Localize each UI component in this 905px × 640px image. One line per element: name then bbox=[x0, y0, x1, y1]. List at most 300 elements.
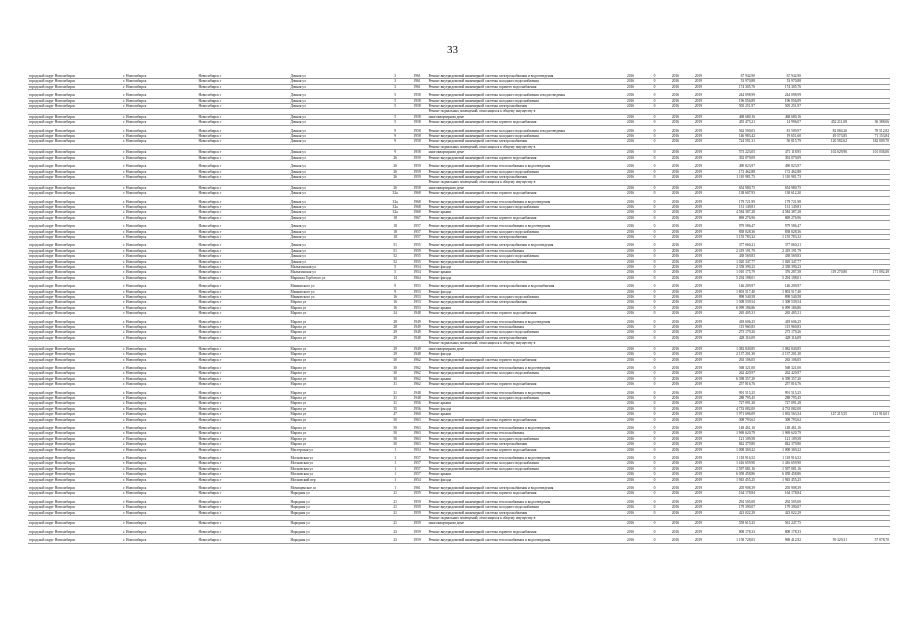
cell-house: 9 bbox=[384, 134, 407, 139]
cell-locality: Новосибирск г bbox=[197, 311, 289, 316]
cell-year: 1954 bbox=[407, 447, 428, 452]
cell-city: г. Новосибирск bbox=[122, 335, 197, 340]
cell-plan-year: 2016 bbox=[616, 395, 645, 400]
cell-locality: Новосибирск г bbox=[197, 248, 289, 253]
cell-plan-year: 2016 bbox=[616, 521, 645, 526]
cell-start-year: 2016 bbox=[664, 491, 687, 496]
cell-start-year: 2016 bbox=[664, 204, 687, 209]
cell-end-year: 2019 bbox=[687, 104, 710, 109]
cell-work-type: Ремонт крыши bbox=[428, 376, 616, 381]
cell-house: 18 bbox=[384, 224, 407, 229]
cell-street: Маяковского ул bbox=[290, 289, 384, 294]
cell-end-year: 2019 bbox=[687, 466, 710, 471]
cell-plan-year: 2016 bbox=[616, 155, 645, 160]
cell-house: 5 bbox=[384, 120, 407, 125]
cell-house: 18 bbox=[384, 229, 407, 234]
cell-city: г. Новосибирск bbox=[122, 139, 197, 144]
cell-work-type: многоквартирном доме bbox=[428, 521, 616, 526]
cell-year: 1959 bbox=[407, 510, 428, 515]
cell-city: г. Новосибирск bbox=[122, 270, 197, 275]
cell-start-year: 2016 bbox=[664, 406, 687, 411]
cell-year: 1959 bbox=[407, 500, 428, 505]
cell-year: 1958 bbox=[407, 93, 428, 98]
cell-plan-year: 2016 bbox=[616, 371, 645, 376]
cell-work-type: Ремонт внутридомовой инженерной системы теплоснабжения и водоотведения bbox=[428, 426, 616, 431]
cell-house: 31 bbox=[384, 395, 407, 400]
cell-fund-cost: 67 942,90 bbox=[756, 74, 802, 79]
cell-total-cost: 244 098,99 bbox=[710, 93, 756, 98]
cell-locality: Новосибирск г bbox=[197, 139, 289, 144]
cell-locality: Новосибирск г bbox=[197, 169, 289, 174]
cell-end-year: 2019 bbox=[687, 295, 710, 300]
cell-end-year: 2019 bbox=[687, 530, 710, 535]
capital-repair-table-container bbox=[28, 74, 890, 622]
cell-start-year: 2016 bbox=[664, 74, 687, 79]
cell-end-year: 2019 bbox=[687, 254, 710, 259]
cell-street: Дачная ул bbox=[290, 93, 384, 98]
cell-house: 26 bbox=[384, 185, 407, 190]
cell-total-cost: 308 793,62 bbox=[710, 417, 756, 422]
cell-house: 24 bbox=[384, 311, 407, 316]
cell-locality: Новосибирск г bbox=[197, 456, 289, 461]
cell-city: г. Новосибирск bbox=[122, 98, 197, 103]
cell-total-cost: 654 980,75 bbox=[710, 185, 756, 190]
cell-street: Дачная ул bbox=[290, 229, 384, 234]
cell-fund-cost: 1 155 783,32 bbox=[756, 234, 802, 239]
cell-municipality: городской округ Новосибирск bbox=[28, 371, 122, 376]
cell-city: г. Новосибирск bbox=[122, 466, 197, 471]
cell-house: 21 bbox=[384, 521, 407, 526]
cell-end-year: 2019 bbox=[687, 320, 710, 325]
cell-extra-cost-b: 71 153,84 bbox=[848, 134, 890, 139]
cell-plan-year: 2016 bbox=[616, 486, 645, 491]
cell-end-year: 2019 bbox=[687, 300, 710, 305]
cell-work-type: Ремонт внутридомовой инженерной системы теплоснабжения и водоотведения bbox=[428, 200, 616, 205]
cell-city: г. Новосибирск bbox=[122, 442, 197, 447]
cell-start-year: 2016 bbox=[664, 270, 687, 275]
cell-municipality: городской округ Новосибирск bbox=[28, 357, 122, 362]
cell-street: Марата ул bbox=[290, 305, 384, 310]
cell-municipality: городской округ Новосибирск bbox=[28, 229, 122, 234]
cell-locality: Новосибирск г bbox=[197, 510, 289, 515]
cell-city: г. Новосибирск bbox=[122, 114, 197, 119]
cell-locality: Новосибирск г bbox=[197, 254, 289, 259]
cell-house: 26 bbox=[384, 155, 407, 160]
cell-city: г. Новосибирск bbox=[122, 191, 197, 196]
cell-locality: Новосибирск г bbox=[197, 352, 289, 357]
cell-total-cost: 265 405,31 bbox=[710, 311, 756, 316]
cell-fund-cost: 19 651,60 bbox=[756, 134, 802, 139]
cell-end-year: 2019 bbox=[687, 376, 710, 381]
cell-municipality: городской округ Новосибирск bbox=[28, 254, 122, 259]
cell-street: Дачная ул bbox=[290, 129, 384, 134]
cell-total-cost: 727 091,28 bbox=[710, 401, 756, 406]
cell-work-type: Ремонт внутридомовой инженерной системы холодного водоснабжения bbox=[428, 395, 616, 400]
cell-flag: 0 bbox=[645, 204, 664, 209]
cell-total-cost: 568 321,00 bbox=[710, 366, 756, 371]
cell-house: 16 bbox=[384, 305, 407, 310]
cell-locality: Новосибирск г bbox=[197, 295, 289, 300]
cell-house: 23 bbox=[384, 530, 407, 535]
cell-year: 1963 bbox=[407, 436, 428, 441]
cell-locality: Новосибирск г bbox=[197, 325, 289, 330]
cell-total-cost: 490 823,97 bbox=[710, 164, 756, 169]
cell-total-cost: 5 294 198,01 bbox=[710, 275, 756, 280]
cell-start-year: 2016 bbox=[664, 191, 687, 196]
cell-work-type: Ремонт фасада bbox=[428, 352, 616, 357]
cell-total-cost: 4 584 387,28 bbox=[710, 210, 756, 215]
cell-street: Марата ул bbox=[290, 335, 384, 340]
cell-plan-year: 2016 bbox=[616, 491, 645, 496]
cell-end-year: 2019 bbox=[687, 139, 710, 144]
cell-start-year: 2016 bbox=[664, 426, 687, 431]
cell-flag: 0 bbox=[645, 472, 664, 477]
cell-street: Московская ул bbox=[290, 461, 384, 466]
cell-fund-cost: 148 461,16 bbox=[756, 426, 802, 431]
cell-street: Дачная ул bbox=[290, 84, 384, 89]
cell-total-cost: 179 721,99 bbox=[710, 200, 756, 205]
cell-municipality: городской округ Новосибирск bbox=[28, 224, 122, 229]
cell-city: г. Новосибирск bbox=[122, 530, 197, 535]
cell-fund-cost: 273 179,26 bbox=[756, 330, 802, 335]
cell-start-year: 2016 bbox=[664, 210, 687, 215]
cell-locality: Новосибирск г bbox=[197, 174, 289, 179]
cell-house: 18 bbox=[384, 234, 407, 239]
cell-work-type: Ремонт внутридомовой инженерной системы теплоснабжения и водоотведения bbox=[428, 224, 616, 229]
cell-fund-cost: 5 294 198,01 bbox=[756, 275, 802, 280]
cell-fund-cost: 471 118,95 bbox=[756, 150, 802, 155]
cell-street: Мочищенское ш bbox=[290, 486, 384, 491]
cell-municipality: городской округ Новосибирск bbox=[28, 412, 122, 417]
cell-municipality: городской округ Новосибирск bbox=[28, 366, 122, 371]
cell-work-type: Ремонт внутридомовой инженерной системы холодного водоснабжения bbox=[428, 204, 616, 209]
cell-flag: 0 bbox=[645, 210, 664, 215]
cell-year: 1959 bbox=[407, 248, 428, 253]
cell-fund-cost: 838 028,36 bbox=[756, 229, 802, 234]
cell-year: 1958 bbox=[407, 150, 428, 155]
cell-work-type: Ремонт внутридомовой инженерной системы электроснабжения bbox=[428, 335, 616, 340]
cell-street: Дачная ул bbox=[290, 150, 384, 155]
cell-locality: Новосибирск г bbox=[197, 391, 289, 396]
cell-house: 1 bbox=[384, 456, 407, 461]
cell-plan-year: 2016 bbox=[616, 93, 645, 98]
cell-fund-cost: 131 149,81 bbox=[756, 204, 802, 209]
cell-flag: 0 bbox=[645, 431, 664, 436]
cell-plan-year: 2016 bbox=[616, 120, 645, 125]
cell-plan-year: 2016 bbox=[616, 74, 645, 79]
cell-fund-cost: 1 416 659,90 bbox=[756, 461, 802, 466]
cell-start-year: 2016 bbox=[664, 215, 687, 220]
cell-locality: Новосибирск г bbox=[197, 530, 289, 535]
cell-work-type: многоквартирном доме bbox=[428, 114, 616, 119]
cell-work-type: многоквартирном доме bbox=[428, 346, 616, 351]
cell-fund-cost: 1 308 539,54 bbox=[756, 300, 802, 305]
cell-municipality: городской округ Новосибирск bbox=[28, 243, 122, 248]
cell-year: 1949 bbox=[407, 346, 428, 351]
cell-locality: Новосибирск г bbox=[197, 461, 289, 466]
cell-start-year: 2016 bbox=[664, 401, 687, 406]
cell-locality: Новосибирск г bbox=[197, 114, 289, 119]
cell-total-cost: 468 680,16 bbox=[710, 114, 756, 119]
cell-start-year: 2016 bbox=[664, 500, 687, 505]
cell-year: 1948 bbox=[407, 352, 428, 357]
cell-flag: 0 bbox=[645, 164, 664, 169]
cell-house: 14 bbox=[384, 275, 407, 280]
cell-flag: 0 bbox=[645, 376, 664, 381]
cell-work-type: Ремонт внутридомовой инженерной системы электроснабжения bbox=[428, 442, 616, 447]
cell-extra-cost-b: 101 036,06 bbox=[848, 150, 890, 155]
cell-municipality: городской округ Новосибирск bbox=[28, 234, 122, 239]
cell-end-year: 2019 bbox=[687, 352, 710, 357]
cell-plan-year: 2016 bbox=[616, 139, 645, 144]
cell-city: г. Новосибирск bbox=[122, 300, 197, 305]
cell-house: 16 bbox=[384, 300, 407, 305]
cell-house: 9 bbox=[384, 289, 407, 294]
cell-house: 29 bbox=[384, 346, 407, 351]
cell-city: г. Новосибирск bbox=[122, 129, 197, 134]
cell-end-year: 2019 bbox=[687, 185, 710, 190]
cell-plan-year: 2016 bbox=[616, 500, 645, 505]
cell-start-year: 2016 bbox=[664, 376, 687, 381]
cell-end-year: 2019 bbox=[687, 169, 710, 174]
cell-locality: Новосибирск г bbox=[197, 229, 289, 234]
cell-flag: 0 bbox=[645, 335, 664, 340]
cell-start-year: 2016 bbox=[664, 371, 687, 376]
cell-start-year: 2016 bbox=[664, 139, 687, 144]
cell-street: Марата ул bbox=[290, 311, 384, 316]
cell-total-cost: 1 969 620,79 bbox=[710, 431, 756, 436]
cell-locality: Новосибирск г bbox=[197, 521, 289, 526]
cell-locality: Новосибирск г bbox=[197, 472, 289, 477]
cell-total-cost: 1 008 369,22 bbox=[710, 447, 756, 452]
cell-street: Дачная ул bbox=[290, 234, 384, 239]
cell-fund-cost: 196 056,89 bbox=[756, 98, 802, 103]
cell-fund-cost: 1 692 563,54 bbox=[756, 412, 802, 417]
cell-city: г. Новосибирск bbox=[122, 406, 197, 411]
cell-plan-year: 2016 bbox=[616, 412, 645, 417]
cell-year: 1957 bbox=[407, 461, 428, 466]
cell-city: г. Новосибирск bbox=[122, 120, 197, 125]
cell-end-year: 2019 bbox=[687, 265, 710, 270]
cell-house: 30 bbox=[384, 376, 407, 381]
cell-start-year: 2016 bbox=[664, 300, 687, 305]
cell-start-year: 2016 bbox=[664, 114, 687, 119]
cell-year: 1953 bbox=[407, 289, 428, 294]
cell-city: г. Новосибирск bbox=[122, 311, 197, 316]
cell-city: г. Новосибирск bbox=[122, 461, 197, 466]
cell-locality: Новосибирск г bbox=[197, 442, 289, 447]
cell-start-year: 2016 bbox=[664, 510, 687, 515]
cell-street: Дачная ул bbox=[290, 215, 384, 220]
cell-start-year: 2016 bbox=[664, 254, 687, 259]
cell-street: Марата ул bbox=[290, 395, 384, 400]
cell-city: г. Новосибирск bbox=[122, 224, 197, 229]
cell-locality: Новосибирск г bbox=[197, 234, 289, 239]
cell-city: г. Новосибирск bbox=[122, 155, 197, 160]
cell-start-year: 2016 bbox=[664, 436, 687, 441]
cell-street: Дачная ул bbox=[290, 254, 384, 259]
cell-fund-cost: 244 098,99 bbox=[756, 93, 802, 98]
cell-year: 1949 bbox=[407, 325, 428, 330]
cell-flag: 0 bbox=[645, 352, 664, 357]
cell-end-year: 2019 bbox=[687, 311, 710, 316]
cell-plan-year: 2016 bbox=[616, 215, 645, 220]
cell-street: Малыгинская ул bbox=[290, 265, 384, 270]
cell-flag: 0 bbox=[645, 185, 664, 190]
cell-start-year: 2016 bbox=[664, 104, 687, 109]
cell-start-year: 2016 bbox=[664, 320, 687, 325]
cell-house: 26 bbox=[384, 169, 407, 174]
cell-house: 16 bbox=[384, 295, 407, 300]
cell-locality: Новосибирск г bbox=[197, 538, 289, 543]
cell-year: 1949 bbox=[407, 330, 428, 335]
cell-street: Дачная ул bbox=[290, 224, 384, 229]
cell-street: Марата ул bbox=[290, 406, 384, 411]
cell-flag: 0 bbox=[645, 456, 664, 461]
cell-municipality: городской округ Новосибирск bbox=[28, 346, 122, 351]
cell-year: 1956 bbox=[407, 401, 428, 406]
cell-street: Народная ул bbox=[290, 500, 384, 505]
cell-total-cost: 1 155 783,32 bbox=[710, 234, 756, 239]
cell-city: г. Новосибирск bbox=[122, 510, 197, 515]
cell-work-type: Ремонт внутридомовой инженерной системы горячего водоснабжения bbox=[428, 447, 616, 452]
cell-work-type: Ремонт внутридомовой инженерной системы холодного водоснабжения и водоотведения bbox=[428, 129, 616, 134]
cell-locality: Новосибирск г bbox=[197, 466, 289, 471]
cell-end-year: 2019 bbox=[687, 366, 710, 371]
cell-flag: 0 bbox=[645, 436, 664, 441]
cell-total-cost: 838 028,36 bbox=[710, 229, 756, 234]
cell-year: 1953 bbox=[407, 305, 428, 310]
cell-plan-year: 2016 bbox=[616, 289, 645, 294]
cell-start-year: 2016 bbox=[664, 447, 687, 452]
cell-work-type: Ремонт внутридомовой инженерной системы холодного водоснабжения bbox=[428, 330, 616, 335]
cell-work-type: Ремонт внутридомовой инженерной системы холодного водоснабжения bbox=[428, 461, 616, 466]
cell-total-cost: 2 419 191,79 bbox=[710, 248, 756, 253]
cell-street: Дачная ул bbox=[290, 169, 384, 174]
cell-flag: 0 bbox=[645, 248, 664, 253]
cell-fund-cost: 418 606,25 bbox=[756, 320, 802, 325]
cell-total-cost: 6 398 357,20 bbox=[710, 376, 756, 381]
cell-house: 9 bbox=[384, 139, 407, 144]
cell-year: 1959 bbox=[407, 155, 428, 160]
cell-house: 21 bbox=[384, 505, 407, 510]
cell-locality: Новосибирск г bbox=[197, 491, 289, 496]
cell-plan-year: 2016 bbox=[616, 204, 645, 209]
cell-start-year: 2016 bbox=[664, 224, 687, 229]
cell-end-year: 2019 bbox=[687, 391, 710, 396]
cell-year: 1958 bbox=[407, 114, 428, 119]
cell-house: 1 bbox=[384, 486, 407, 491]
cell-start-year: 2016 bbox=[664, 84, 687, 89]
cell-total-cost: 1 971 696,09 bbox=[710, 412, 756, 417]
cell-house: 32а bbox=[384, 191, 407, 196]
cell-house: 50 bbox=[384, 431, 407, 436]
cell-city: г. Новосибирск bbox=[122, 357, 197, 362]
cell-start-year: 2016 bbox=[664, 311, 687, 316]
cell-start-year: 2016 bbox=[664, 505, 687, 510]
cell-flag: 0 bbox=[645, 129, 664, 134]
cell-plan-year: 2016 bbox=[616, 265, 645, 270]
cell-plan-year: 2016 bbox=[616, 426, 645, 431]
cell-year: 1953 bbox=[407, 295, 428, 300]
cell-fund-cost: 53 970,88 bbox=[756, 79, 802, 84]
cell-end-year: 2019 bbox=[687, 461, 710, 466]
cell-municipality: городской округ Новосибирск bbox=[28, 530, 122, 535]
cell-plan-year: 2016 bbox=[616, 477, 645, 482]
cell-fund-cost: 979 586,47 bbox=[756, 224, 802, 229]
cell-municipality: городской округ Новосибирск bbox=[28, 401, 122, 406]
cell-end-year: 2019 bbox=[687, 505, 710, 510]
cell-plan-year: 2016 bbox=[616, 335, 645, 340]
cell-flag: 0 bbox=[645, 491, 664, 496]
cell-total-cost: 1 020 347,77 bbox=[710, 259, 756, 264]
cell-work-type: Ремонт внутридомовой инженерной системы холодного водоснабжения и водоотведения bbox=[428, 93, 616, 98]
cell-plan-year: 2016 bbox=[616, 224, 645, 229]
cell-plan-year: 2016 bbox=[616, 300, 645, 305]
cell-start-year: 2016 bbox=[664, 346, 687, 351]
cell-flag: 0 bbox=[645, 500, 664, 505]
cell-fund-cost: 1 597 081,16 bbox=[756, 466, 802, 471]
cell-end-year: 2019 bbox=[687, 486, 710, 491]
cell-year: 1949 bbox=[407, 320, 428, 325]
cell-house: 21 bbox=[384, 500, 407, 505]
cell-house: 30 bbox=[384, 371, 407, 376]
cell-street: Марата ул bbox=[290, 436, 384, 441]
cell-locality: Новосибирск г bbox=[197, 134, 289, 139]
cell-street: Дачная ул bbox=[290, 200, 384, 205]
cell-street: Марата ул bbox=[290, 330, 384, 335]
cell-house: 52 bbox=[384, 259, 407, 264]
cell-end-year: 2019 bbox=[687, 79, 710, 84]
cell-municipality: городской округ Новосибирск bbox=[28, 248, 122, 253]
cell-year: 1962 bbox=[407, 371, 428, 376]
cell-flag: 0 bbox=[645, 74, 664, 79]
cell-locality: Новосибирск г bbox=[197, 335, 289, 340]
cell-street: Марата ул bbox=[290, 346, 384, 351]
cell-fund-cost: 146 209,97 bbox=[756, 284, 802, 289]
cell-end-year: 2019 bbox=[687, 259, 710, 264]
cell-start-year: 2016 bbox=[664, 275, 687, 280]
cell-city: г. Новосибирск bbox=[122, 200, 197, 205]
cell-locality: Новосибирск г bbox=[197, 346, 289, 351]
cell-flag: 0 bbox=[645, 93, 664, 98]
cell-flag: 0 bbox=[645, 275, 664, 280]
cell-start-year: 2016 bbox=[664, 431, 687, 436]
cell-plan-year: 2016 bbox=[616, 248, 645, 253]
cell-fund-cost: 174 305,76 bbox=[756, 84, 802, 89]
cell-year: 1957 bbox=[407, 224, 428, 229]
cell-municipality: городской округ Новосибирск bbox=[28, 155, 122, 160]
cell-total-cost: 1 010 175,79 bbox=[710, 270, 756, 275]
cell-municipality: городской округ Новосибирск bbox=[28, 185, 122, 190]
cell-flag: 0 bbox=[645, 139, 664, 144]
cell-start-year: 2016 bbox=[664, 530, 687, 535]
cell-plan-year: 2016 bbox=[616, 538, 645, 543]
cell-end-year: 2019 bbox=[687, 229, 710, 234]
cell-flag: 0 bbox=[645, 461, 664, 466]
cell-locality: Новосибирск г bbox=[197, 243, 289, 248]
cell-city: г. Новосибирск bbox=[122, 305, 197, 310]
cell-flag: 0 bbox=[645, 224, 664, 229]
cell-city: г. Новосибирск bbox=[122, 447, 197, 452]
cell-extra-cost-a: 59 329,31 bbox=[802, 538, 848, 543]
cell-end-year: 2019 bbox=[687, 93, 710, 98]
cell-start-year: 2016 bbox=[664, 93, 687, 98]
cell-total-cost: 148 461,16 bbox=[710, 426, 756, 431]
cell-municipality: городской округ Новосибирск bbox=[28, 466, 122, 471]
cell-municipality: городской округ Новосибирск bbox=[28, 510, 122, 515]
cell-fund-cost: 392 079,09 bbox=[756, 155, 802, 160]
